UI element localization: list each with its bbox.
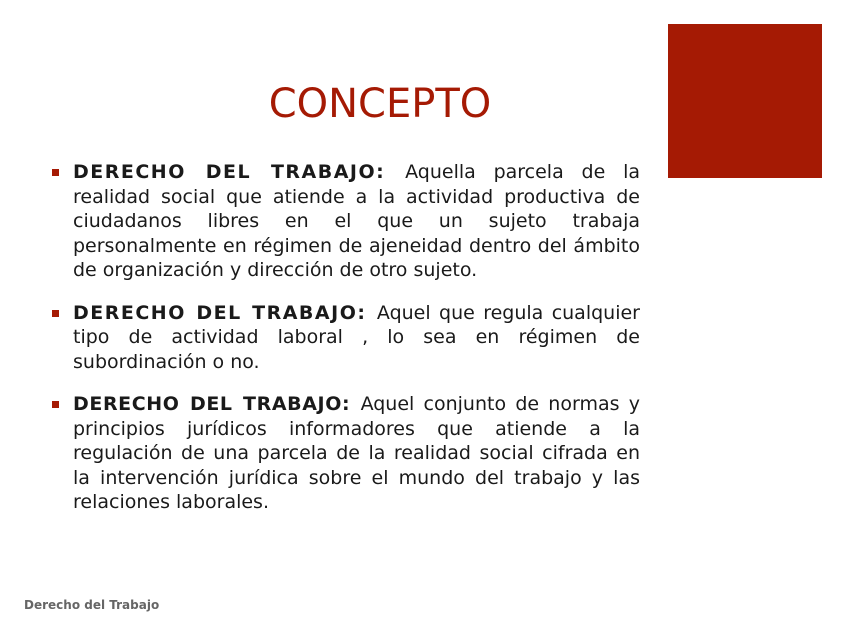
slide-title: CONCEPTO — [268, 81, 492, 127]
square-bullet-icon — [52, 169, 59, 176]
bullet-list — [50, 160, 640, 533]
square-bullet-icon — [52, 310, 59, 317]
bullet-item-3 — [50, 392, 640, 515]
bullet-term: DERECHO DEL TRABAJO: — [73, 393, 361, 415]
square-bullet-icon — [52, 401, 59, 408]
bullet-definition: Aquel conjunto de normas y principios jurídicos informadores que atiende a la regulación de una parcela de la realidad social cifrada en la intervención jurídica sobre el mundo del trabajo y las relaciones laborales. — [73, 393, 640, 513]
bullet-term: DERECHO DEL TRABAJO: — [73, 301, 377, 324]
bullet-item-1 — [50, 160, 640, 283]
bullet-definition: Aquel que regula cualquier tipo de actividad laboral , lo sea en régimen de subordinación o no. — [73, 301, 640, 373]
bullet-item-2 — [50, 301, 640, 375]
footer-label: Derecho del Trabajo — [24, 598, 160, 612]
bullet-term: DERECHO DEL TRABAJO: — [73, 161, 406, 183]
bullet-definition: Aquella parcela de la realidad social que atiende a la actividad productiva de ciudadanos libres en el que un sujeto trabaja personalmente en régimen de ajeneidad dentro del ámbito de organización y dirección de otro sujeto. — [73, 161, 640, 281]
